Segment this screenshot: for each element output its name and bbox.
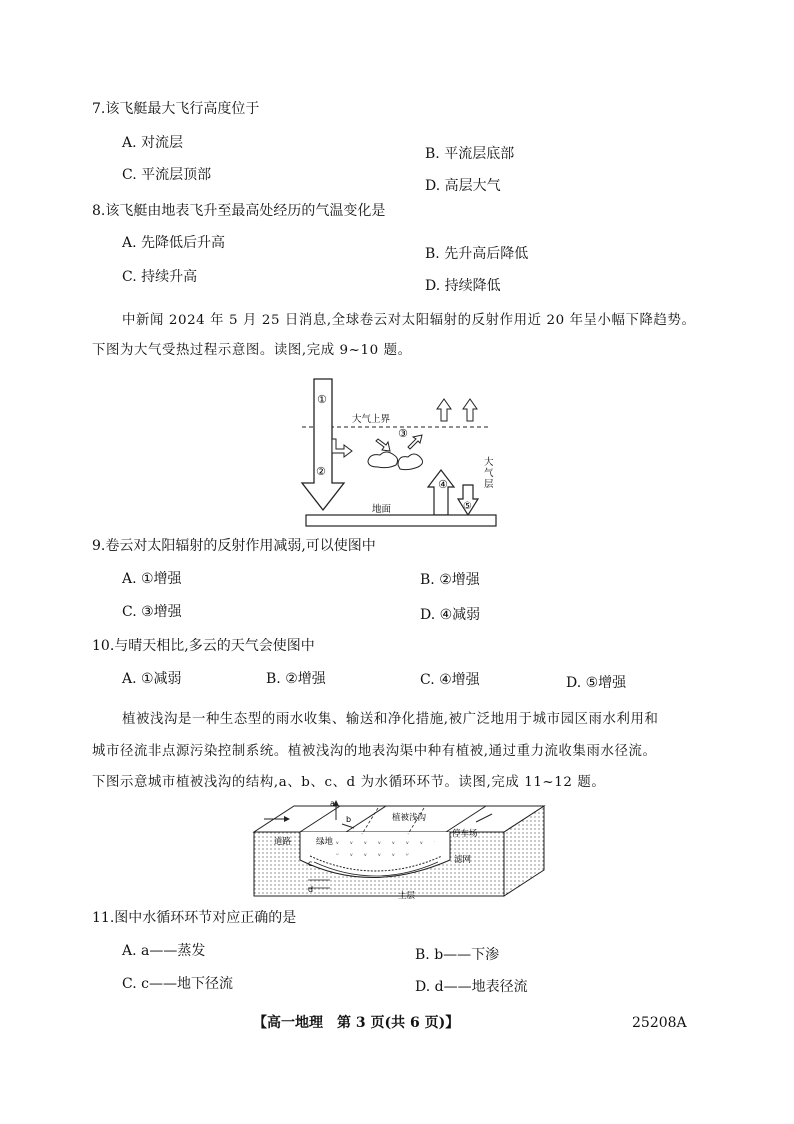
q8-option-c: C. 持续升高 [122,269,198,285]
q9-option-a: A. ①增强 [122,571,182,587]
parking-label: 停车场 [452,829,478,839]
road-label: 道路 [274,837,292,847]
q10-stem: 10.与晴天相比,多云的天气会使图中 [92,638,315,654]
label-2: ② [316,465,326,478]
q7-stem: 7.该飞艇最大飞行高度位于 [92,101,260,117]
atmosphere-layer-char-1: 大 [484,457,494,468]
soil-label: 土层 [398,891,416,900]
intro1-line1: 中新闻 2024 年 5 月 25 日消息,全球卷云对太阳辐射的反射作用近 20 年呈小幅下降趋势。 [122,313,696,328]
q7-option-d: D. 高层大气 [425,178,501,194]
label-d: d [308,885,314,894]
label-3: ③ [398,427,408,440]
ground-label: 地面 [372,504,392,515]
intro2-line3: 下图示意城市植被浅沟的结构,a、b、c、d 为水循环环节。读图,完成 11~12 题。 [92,775,606,790]
cloud-left [368,452,398,468]
top-of-atmosphere-label: 大气上界 [352,414,391,425]
label-b: b [346,815,352,824]
q10-option-c: C. ④增强 [420,672,480,688]
q11-option-a: A. a——蒸发 [122,943,206,959]
atmosphere-heating-diagram [300,375,500,530]
label-c: c [308,859,313,868]
atmosphere-layer-char-3: 层 [484,479,494,490]
q7-option-b: B. 平流层底部 [425,146,515,162]
q11-option-c: C. c——地下径流 [122,976,233,992]
ground-bar [306,515,496,526]
q11-option-d: D. d——地表径流 [415,979,528,995]
intro2-line1: 植被浅沟是一种生态型的雨水收集、输送和净化措施,被广泛地用于城市园区雨水利用和 [122,712,659,727]
q8-option-a: A. 先降低后升高 [122,235,226,251]
q9-option-b: B. ②增强 [420,572,480,588]
label-a: a [330,800,335,808]
outgoing-arrow-1 [437,399,451,421]
reflection-arrow [332,439,352,457]
label-1: ① [317,393,327,406]
intro1-line2: 下图为大气受热过程示意图。读图,完成 9~10 题。 [92,343,412,358]
filter-label: 滤网 [454,855,472,865]
q11-option-b: B. b——下渗 [415,947,500,963]
swale-label: 植被浅沟 [392,813,427,823]
q10-option-b: B. ②增强 [266,671,326,687]
green-label: 绿地 [316,837,334,847]
page-footer-code: 25208A [632,1015,687,1031]
q8-option-b: B. 先升高后降低 [425,246,529,262]
q7-option-c: C. 平流层顶部 [122,167,212,183]
outgoing-arrow-2 [463,399,477,421]
q9-stem: 9.卷云对太阳辐射的反射作用减弱,可以使图中 [92,538,376,554]
q9-option-c: C. ③增强 [122,604,182,620]
vegetated-swale-diagram [250,800,550,900]
q9-option-d: D. ④减弱 [420,607,481,623]
label-4: ④ [438,478,448,491]
atmosphere-layer-char-2: 气 [484,468,494,479]
cloud-right [398,454,423,470]
q8-option-d: D. 持续降低 [425,278,501,294]
page-footer-title: 【高一地理 第 3 页(共 6 页)】 [253,1015,460,1031]
label-5: ⑤ [463,501,472,512]
ground-radiation-arrow [428,470,454,515]
q7-option-a: A. 对流层 [122,135,184,151]
q10-option-a: A. ①减弱 [122,671,182,687]
q8-stem: 8.该飞艇由地表飞升至最高处经历的气温变化是 [92,203,386,219]
scatter-arrow-right [408,435,422,449]
q11-stem: 11.图中水循环环节对应正确的是 [92,910,297,926]
scatter-arrow-left [376,439,390,451]
intro2-line2: 城市径流非点源污染控制系统。植被浅沟的地表沟渠中种有植被,通过重力流收集雨水径流。 [92,744,657,759]
q10-option-d: D. ⑤增强 [566,675,627,691]
